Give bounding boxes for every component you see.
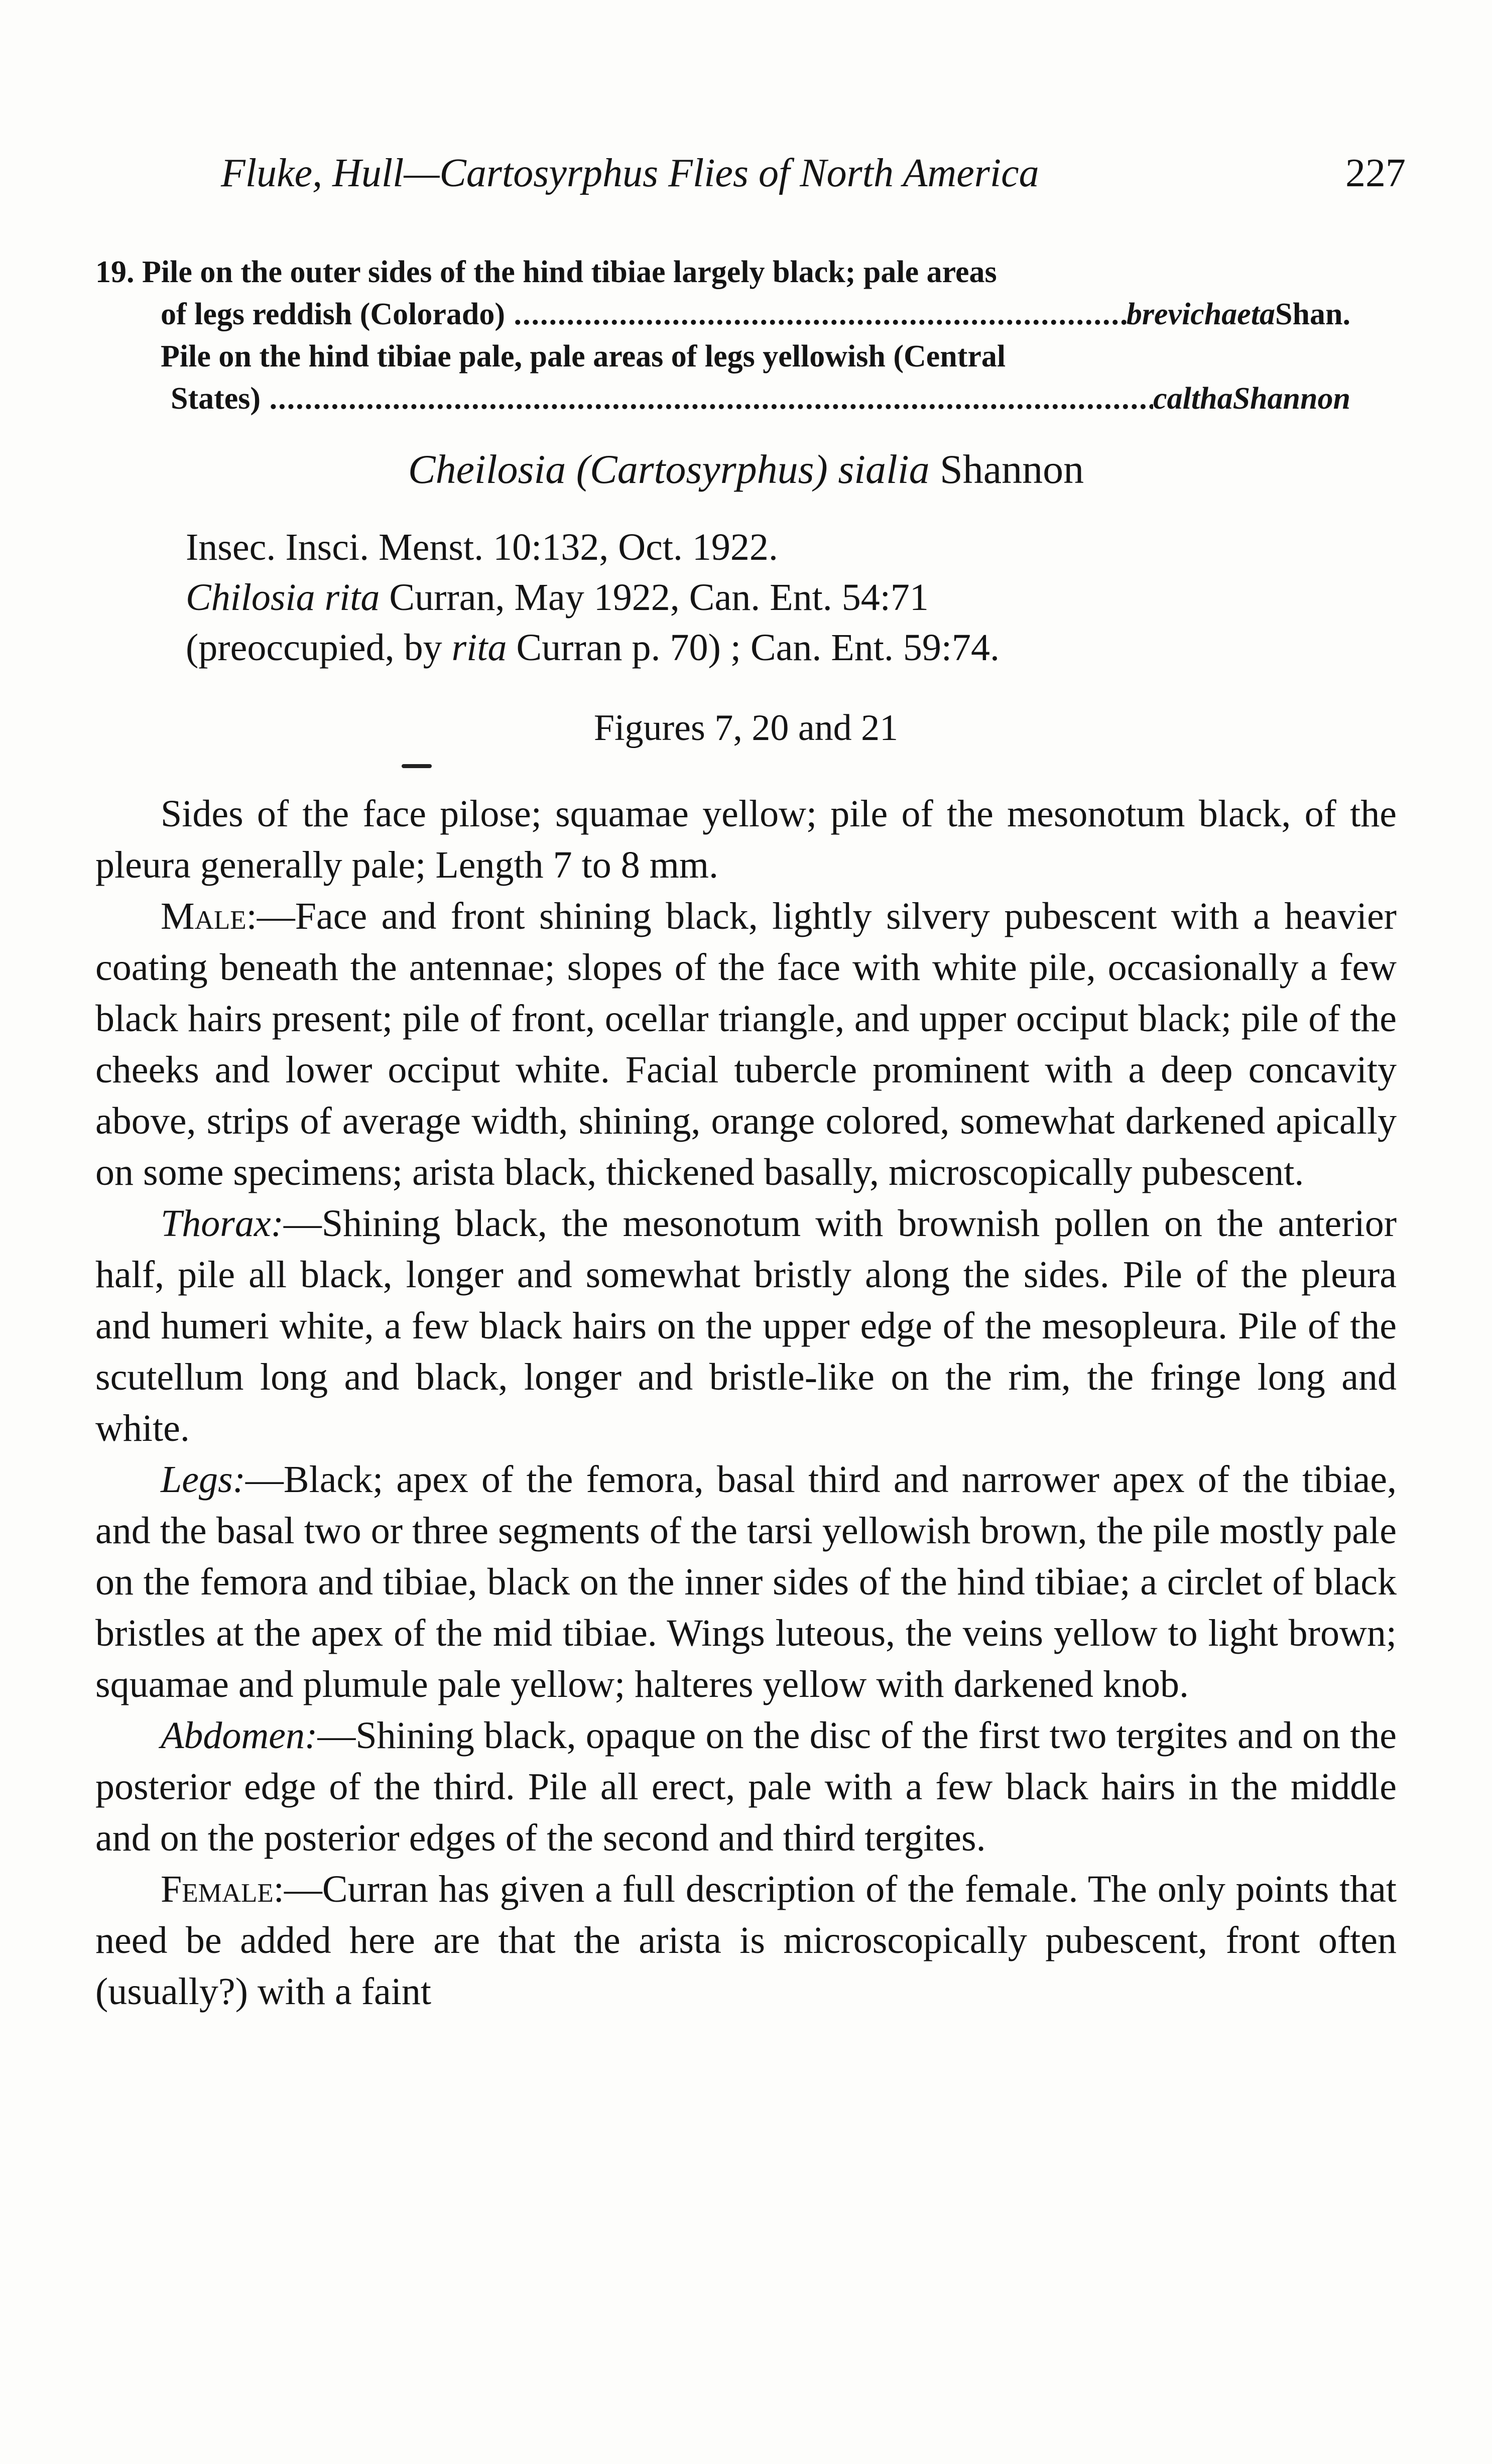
key-couplet-19b-line2 [95,378,1350,420]
identification-key [95,251,1350,420]
diagnosis-paragraph: Sides of the face pilose; squamae yellow; pile of the mesonotum black, of the pleura generally pale; Length 7 to 8 mm. [95,793,1397,886]
female-text: :—Curran has given a full description of the female. The only points that need be added here are that the arista is microscopically pubescent, front often (usually?) with a faint [95,1868,1397,2013]
reference-2 [186,572,1391,623]
key-couplet-19a-text: of legs reddish (Colorado) [161,297,506,331]
key-taxon-brevichaeta: brevichaeta [1126,297,1276,331]
running-title: Fluke, Hull—Cartosyrphus Flies of North America [221,151,1039,195]
key-couplet-19b-line1: Pile on the hind tibiae pale, pale areas of legs yellowish (Central [161,339,1006,374]
key-couplet-19b-text: States) [171,382,261,416]
abdomen-label: Abdomen: [161,1714,318,1757]
reference-1: Insec. Insci. Menst. 10:132, Oct. 1922. [186,526,778,568]
key-author: Shannon [1232,382,1350,416]
references [186,522,1391,673]
key-leader [161,293,1127,335]
key-leader [171,378,1153,420]
male-paragraph [95,891,1397,1198]
page-number: 227 [1345,151,1406,195]
female-paragraph [95,1864,1397,2017]
reference-3-text-b: Curran p. 70) ; Can. Ent. 59:74. [507,627,1000,669]
abdomen-text: —Shining black, opaque on the disc of the first two tergites and on the posterior edge of the third. Pile all erect, pale with a few black hairs in the middle and on the posterior edges of the second and third tergites. [95,1714,1397,1859]
legs-text: —Black; apex of the femora, basal third and narrower apex of the tibiae, and the basal two or three segments of the tarsi yellowish brown, the pile mostly pale on the femora and tibiae, black on the inner sides of the hind tibiae; a circlet of black bristles at the apex of the mid tibiae. Wings luteous, the veins yellow to light brown; squamae and plumule pale yellow; halteres yellow with darkened knob. [95,1458,1397,1705]
species-author: Shannon [929,446,1084,492]
reference-3 [186,623,1391,673]
figures-line: Figures 7, 20 and 21 [593,707,899,749]
ink-mark [402,764,432,768]
male-label: Male [161,895,246,937]
key-couplet-19a-line1: 19. Pile on the outer sides of the hind tibiae largely black; pale areas [95,255,997,289]
key-taxon-caltha: caltha [1153,382,1233,416]
key-couplet-19a-line2 [95,293,1350,335]
legs-paragraph [95,1454,1397,1710]
description [95,788,1397,2017]
thorax-text: —Shining black, the mesonotum with brownish pollen on the anterior half, pile all black, longer and somewhat bristly along the sides. Pile of the pleura and humeri white, a few black hairs on the upper edge of the mesopleura. Pile of the scutellum long and black, longer and bristle-like on the rim, the fringe long and white. [95,1202,1397,1449]
synonym-name: Chilosia rita [186,576,380,619]
species-title [0,442,1492,497]
thorax-label: Thorax: [161,1202,284,1245]
running-header [221,148,1406,203]
reference-2-text: Curran, May 1922, Can. Ent. 54:71 [380,576,929,619]
female-label: Female [161,1868,274,1910]
abdomen-paragraph [95,1710,1397,1864]
homonym-name: rita [451,627,507,669]
reference-3-text-a: (preoccupied, by [186,627,452,669]
legs-label: Legs: [161,1458,245,1501]
thorax-paragraph [95,1198,1397,1454]
species-name: Cheilosia (Cartosyrphus) sialia [408,446,930,492]
key-author: Shan. [1275,297,1350,331]
male-text: :—Face and front shining black, lightly silvery pubescent with a heavier coating beneath the antennae; slopes of the face with white pile, occasionally a few black hairs present; pile of front, ocellar triangle, and upper occiput black; pile of the cheeks and lower occiput white. Facial tubercle prominent with a deep concavity above, strips of average width, shining, orange colored, somewhat darkened apically on some specimens; arista black, thickened basally, microscopically pubescent. [95,895,1397,1193]
